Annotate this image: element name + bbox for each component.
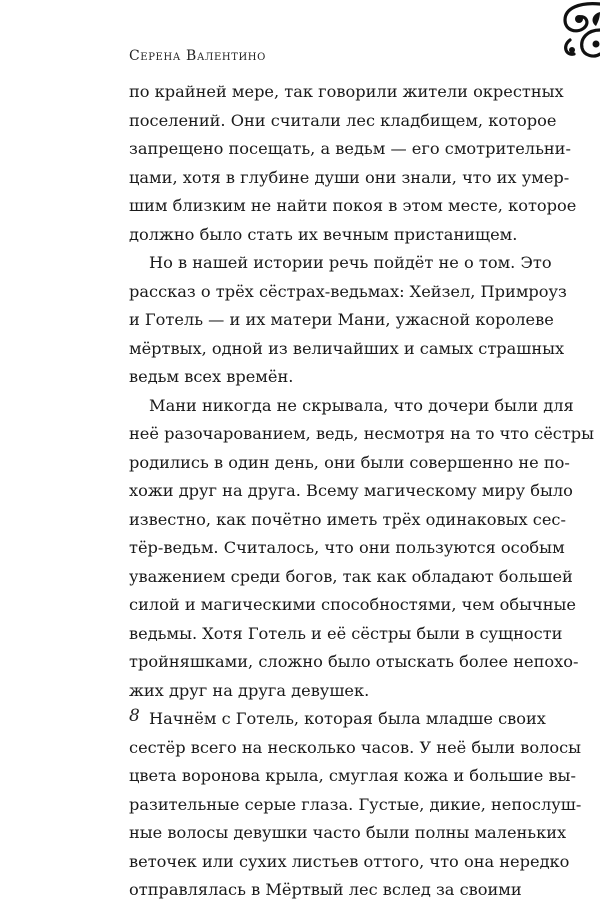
text-line: ведьмы. Хотя Готель и её сёстры были в сущности (129, 623, 563, 643)
text-line: Но в нашей истории речь пойдёт не о том. Это (149, 253, 552, 272)
page-number: 8 (129, 706, 140, 726)
text-line: Начнём с Готель, которая была младше своих (149, 709, 546, 728)
text-line: рассказ о трёх сёстрах-ведьмах: Хейзел, Примроуз (129, 281, 567, 301)
text-line: веточек или сухих листьев оттого, что она нередко (129, 851, 570, 871)
text-line: Мани никогда не скрывала, что дочери были для (149, 395, 574, 415)
text-line: сестёр всего на несколько часов. У неё были волосы (129, 737, 582, 757)
text-line: запрещено посещать, а ведьм — его смотрительни- (129, 139, 571, 158)
text-line: по крайней мере, так говорили жители окрестных (129, 82, 564, 101)
text-line: шим близким не найти покоя в этом месте, которое (129, 196, 577, 215)
text-line: тёр-ведьм. Считалось, что они пользуются особым (129, 538, 565, 557)
text-line: жих друг на друга девушек. (129, 680, 370, 700)
text-line: и Готель — и их матери Мани, ужасной королеве (129, 310, 554, 329)
text-line: цами, хотя в глубине души они знали, что их умер- (129, 167, 570, 187)
text-line: силой и магическими способностями, чем обычные (129, 595, 576, 614)
text-line: ведьм всех времён. (129, 367, 294, 386)
body-text (129, 78, 595, 905)
text-line: мёртвых, одной из величайших и самых страшных (129, 338, 565, 358)
text-line: разительные серые глаза. Густые, дикие, непослуш- (129, 794, 582, 814)
flourish-ornament-icon (510, 0, 600, 60)
text-line: родились в один день, они были совершенно не по- (129, 452, 570, 472)
text-line: неё разочарованием, ведь, несмотря на то что сёстры (129, 424, 595, 443)
text-line: известно, как почётно иметь трёх одинаковых сес- (129, 509, 566, 529)
text-line: цвета воронова крыла, смуглая кожа и большие вы- (129, 766, 576, 785)
text-line: уважением среди богов, так как обладают большей (129, 566, 573, 586)
running-head: Серена Валентино (129, 48, 266, 64)
text-line: ные волосы девушки часто были полны маленьких (129, 823, 567, 842)
text-line: тройняшками, сложно было отыскать более непохо- (129, 652, 579, 671)
text-line: хожи друг на друга. Всему магическому миру было (129, 481, 573, 500)
text-line: поселений. Они считали лес кладбищем, которое (129, 110, 557, 130)
text-line: должно было стать их вечным пристанищем. (129, 224, 518, 244)
text-line: отправлялась в Мёртвый лес вслед за своими (129, 880, 522, 899)
